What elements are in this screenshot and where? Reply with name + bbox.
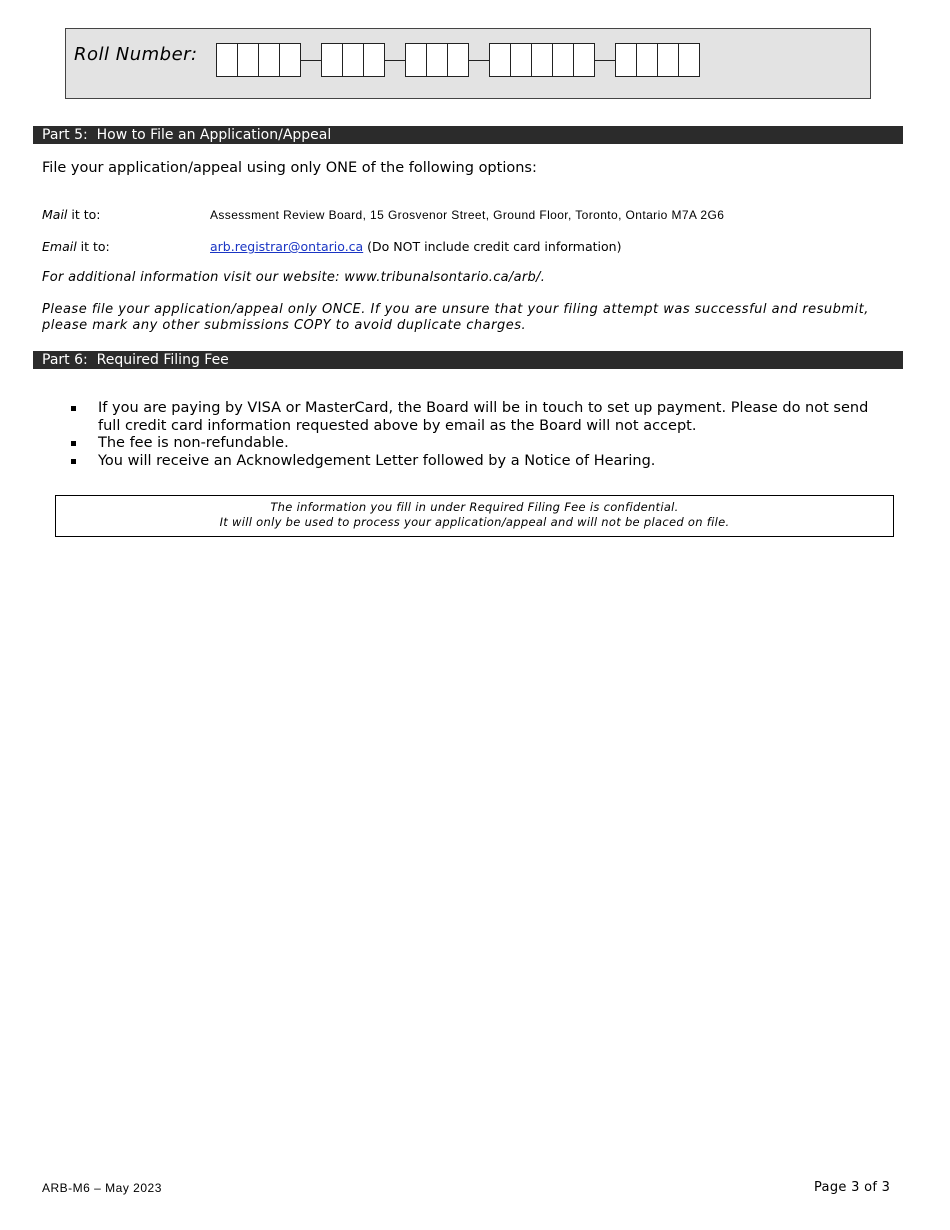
form-id: ARB-M6 – May 2023 xyxy=(42,1181,162,1195)
roll-number-fields xyxy=(216,43,700,77)
roll-number-group xyxy=(489,43,595,77)
confidential-notice xyxy=(55,495,894,537)
roll-number-digit-field[interactable] xyxy=(510,43,532,77)
roll-number-digit-field[interactable] xyxy=(237,43,259,77)
roll-number-digit-field[interactable] xyxy=(342,43,364,77)
roll-number-digit-field[interactable] xyxy=(447,43,469,77)
filing-intro: File your application/appeal using only ONE of the following options: xyxy=(42,160,537,176)
part5-header: Part 5: How to File an Application/Appeal xyxy=(33,126,903,144)
roll-number-digit-field[interactable] xyxy=(489,43,511,77)
roll-number-dash xyxy=(385,60,405,61)
part6-header: Part 6: Required Filing Fee xyxy=(33,351,903,369)
roll-number-digit-field[interactable] xyxy=(363,43,385,77)
roll-number-digit-field[interactable] xyxy=(531,43,553,77)
notice-line-2: It will only be used to process your application/appeal and will not be placed on file. xyxy=(219,515,730,529)
notice-line-1: The information you fill in under Required Filing Fee is confidential. xyxy=(270,500,679,514)
roll-number-dash xyxy=(301,60,321,61)
page-number: Page 3 of 3 xyxy=(814,1180,891,1195)
roll-number-digit-field[interactable] xyxy=(216,43,238,77)
fee-bullet-list xyxy=(70,400,890,470)
roll-number-dash xyxy=(469,60,489,61)
roll-number-digit-field[interactable] xyxy=(321,43,343,77)
fee-bullet-nonrefundable: The fee is non-refundable. xyxy=(70,435,890,453)
roll-number-digit-field[interactable] xyxy=(279,43,301,77)
roll-number-group xyxy=(615,43,700,77)
roll-number-digit-field[interactable] xyxy=(657,43,679,77)
email-label: Email it to: xyxy=(42,239,110,254)
file-once-note: Please file your application/appeal only ONCE. If you are unsure that your filing attempt was successful and resubmit, please mark any other submissions COPY to avoid duplicate charges. xyxy=(42,302,869,333)
roll-number-digit-field[interactable] xyxy=(678,43,700,77)
roll-number-digit-field[interactable] xyxy=(258,43,280,77)
fee-bullet-acknowledgement: You will receive an Acknowledgement Letter followed by a Notice of Hearing. xyxy=(70,453,890,471)
fee-bullet-payment: If you are paying by VISA or MasterCard, the Board will be in touch to set up payment. Please do not send full credit card information requested above by email as the Board will not accept. xyxy=(70,400,890,435)
mail-label: Mail it to: xyxy=(42,207,101,222)
website-note: For additional information visit our website: www.tribunalsontario.ca/arb/. xyxy=(42,270,546,285)
email-link[interactable]: arb.registrar@ontario.ca xyxy=(210,239,364,254)
roll-number-digit-field[interactable] xyxy=(615,43,637,77)
roll-number-group xyxy=(216,43,301,77)
roll-number-digit-field[interactable] xyxy=(636,43,658,77)
roll-number-group xyxy=(405,43,469,77)
email-note: (Do NOT include credit card information) xyxy=(363,239,622,254)
roll-number-digit-field[interactable] xyxy=(573,43,595,77)
roll-number-digit-field[interactable] xyxy=(552,43,574,77)
roll-number-dash xyxy=(595,60,615,61)
roll-number-box xyxy=(65,28,871,99)
mail-address: Assessment Review Board, 15 Grosvenor Street, Ground Floor, Toronto, Ontario M7A 2G6 xyxy=(210,208,725,222)
roll-number-digit-field[interactable] xyxy=(426,43,448,77)
roll-number-group xyxy=(321,43,385,77)
roll-number-digit-field[interactable] xyxy=(405,43,427,77)
roll-number-label: Roll Number: xyxy=(74,44,198,65)
email-line xyxy=(210,239,621,254)
